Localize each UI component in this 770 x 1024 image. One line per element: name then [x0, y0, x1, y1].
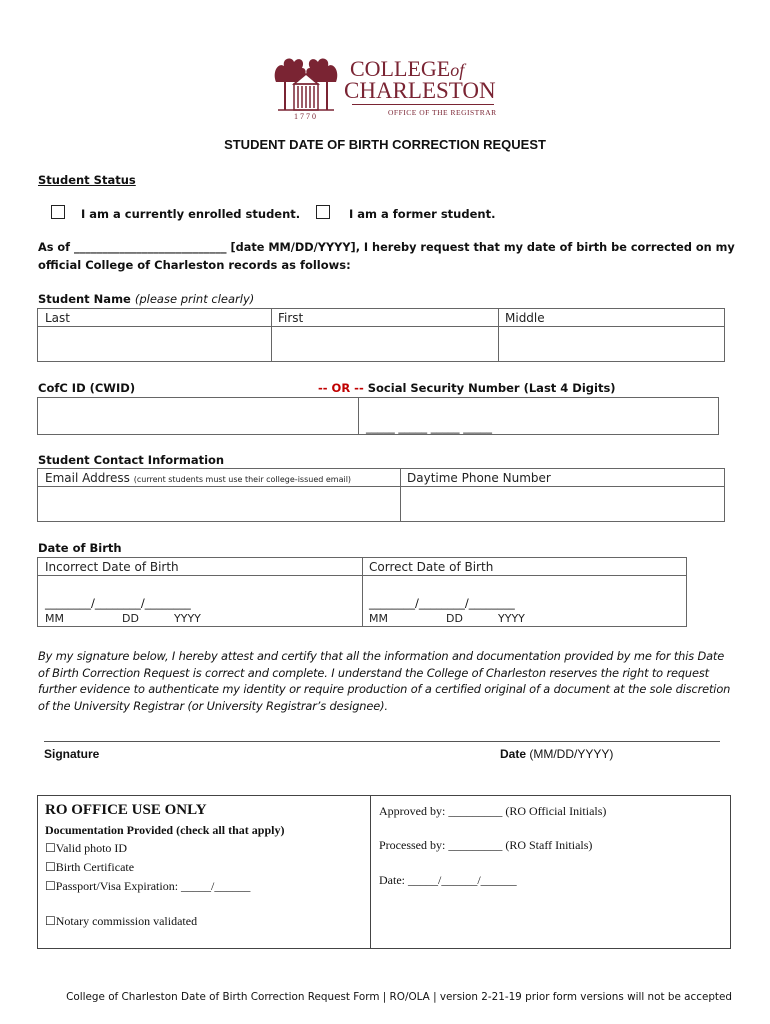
correct-dob-label: Correct Date of Birth: [369, 560, 494, 574]
email-field[interactable]: [38, 487, 400, 521]
last-name-label: Last: [45, 311, 70, 325]
processed-by[interactable]: Processed by: _________ (RO Staff Initials): [379, 838, 593, 852]
logo-college: COLLEGEof: [350, 56, 465, 81]
office-date[interactable]: Date: _____/______/______: [379, 873, 517, 887]
incorrect-dd: DD: [122, 612, 139, 625]
enrolled-label: I am a currently enrolled student.: [81, 207, 301, 221]
footer-text: College of Charleston Date of Birth Correction Request Form | RO/OLA | version 2-21-19 prior form versions will not be accepted: [66, 991, 732, 1003]
logo-charleston: CHARLESTON: [344, 78, 496, 103]
office-use-box: [37, 795, 731, 949]
phone-field[interactable]: [401, 487, 724, 521]
email-note: (current students must use their college-issued email): [133, 475, 352, 484]
id-table: [37, 397, 719, 435]
doc-photo-id[interactable]: ☐Valid photo ID: [45, 841, 128, 855]
contact-heading: Student Contact Information: [38, 453, 225, 467]
phone-label: Daytime Phone Number: [407, 471, 551, 485]
date-signed-label: Date (MM/DD/YYYY): [500, 747, 614, 761]
email-label: Email Address (current students must use their college-issued email): [45, 471, 352, 485]
student-name-table: [37, 308, 725, 362]
incorrect-yyyy: YYYY: [174, 612, 201, 625]
certification-text: By my signature below, I hereby attest and certify that all the information and documentation provided by me for this Date of Birth Correction Request is correct and complete. I understand the College of Charleston reserves the right to request further evidence to authenticate my identity or require production of a certified original of a document at the sole discretion of the University Registrar (or University Registrar’s designee).: [38, 649, 731, 713]
logo-rule: [352, 104, 494, 105]
cwid-label: CofC ID (CWID): [38, 381, 136, 395]
approved-by[interactable]: Approved by: _________ (RO Official Initials): [379, 804, 607, 818]
doc-passport-visa[interactable]: ☐Passport/Visa Expiration: _____/______: [45, 879, 251, 893]
signature-line[interactable]: [44, 741, 720, 742]
former-label: I am a former student.: [349, 207, 496, 221]
first-name-label: First: [278, 311, 304, 325]
correct-dd: DD: [446, 612, 463, 625]
correct-yyyy: YYYY: [498, 612, 525, 625]
last-name-field[interactable]: [38, 327, 271, 361]
doc-birth-certificate[interactable]: ☐Birth Certificate: [45, 860, 135, 874]
cwid-field[interactable]: [38, 398, 358, 434]
middle-name-field[interactable]: [499, 327, 724, 361]
correct-mm: MM: [369, 612, 388, 625]
docs-heading: Documentation Provided (check all that apply): [45, 823, 285, 837]
incorrect-mm: MM: [45, 612, 64, 625]
or-separator: -- OR --: [318, 381, 364, 395]
student-status-heading: Student Status: [38, 173, 136, 187]
dob-table: [37, 557, 687, 627]
student-name-heading: Student Name (please print clearly): [38, 292, 255, 306]
dob-heading: Date of Birth: [38, 541, 122, 555]
request-line-1: As of ___________________________ [date MM/DD/YYYY], I hereby request that my date of birth be corrected on my: [38, 241, 735, 254]
request-line-2: official College of Charleston records as follows:: [38, 258, 351, 272]
enrolled-checkbox[interactable]: [51, 205, 65, 219]
contact-table: [37, 468, 725, 522]
incorrect-dob-blank: ________/________/________: [45, 596, 191, 610]
office-use-heading: RO OFFICE USE ONLY: [45, 802, 207, 818]
college-logo: [272, 52, 497, 124]
correct-dob-blank: ________/________/________: [369, 596, 515, 610]
doc-notary[interactable]: ☐Notary commission validated: [45, 914, 198, 928]
ssn-blank: _____ _____ _____ _____: [366, 420, 492, 434]
middle-name-label: Middle: [505, 311, 545, 325]
former-checkbox[interactable]: [316, 205, 330, 219]
logo-year: 1770: [294, 112, 318, 121]
signature-label: Signature: [44, 747, 100, 761]
incorrect-dob-label: Incorrect Date of Birth: [45, 560, 179, 574]
logo-tagline: OFFICE OF THE REGISTRAR: [388, 108, 497, 117]
first-name-field[interactable]: [272, 327, 498, 361]
ssn-heading: -- OR -- Social Security Number (Last 4 Digits): [318, 381, 616, 395]
page-title: STUDENT DATE OF BIRTH CORRECTION REQUEST: [224, 137, 546, 152]
logo-of: of: [450, 60, 465, 80]
student-name-note: (please print clearly): [134, 292, 255, 306]
